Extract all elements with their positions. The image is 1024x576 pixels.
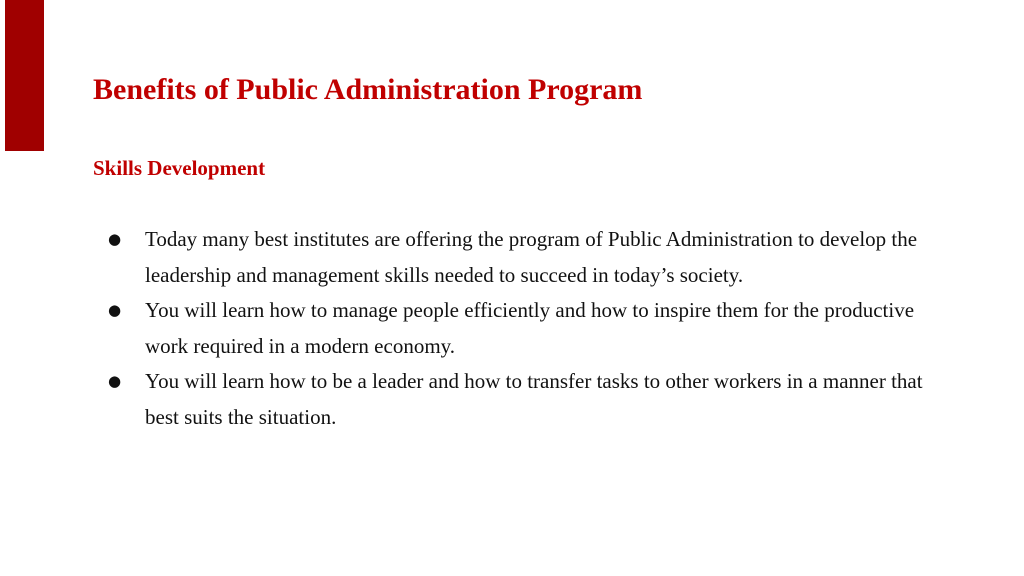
section-heading: Skills Development bbox=[93, 156, 266, 180]
slide-title: Benefits of Public Administration Program bbox=[93, 73, 643, 106]
bullet-item bbox=[93, 222, 953, 293]
bullet-icon: ● bbox=[108, 301, 122, 319]
bullet-icon: ● bbox=[108, 230, 122, 248]
bullet-icon: ● bbox=[108, 372, 122, 390]
bullet-text: You will learn how to manage people efficiently and how to inspire them for the productive work required in a modern economy. bbox=[145, 298, 915, 358]
bullet-text: You will learn how to be a leader and how to transfer tasks to other workers in a manner that best suits the situation. bbox=[145, 369, 923, 429]
accent-bar bbox=[5, 0, 44, 151]
bullet-text: Today many best institutes are offering the program of Public Administration to develop the leadership and management skills needed to succeed in today’s society. bbox=[145, 227, 918, 287]
bullet-list bbox=[93, 222, 953, 435]
bullet-item bbox=[93, 293, 953, 364]
bullet-item bbox=[93, 364, 953, 435]
